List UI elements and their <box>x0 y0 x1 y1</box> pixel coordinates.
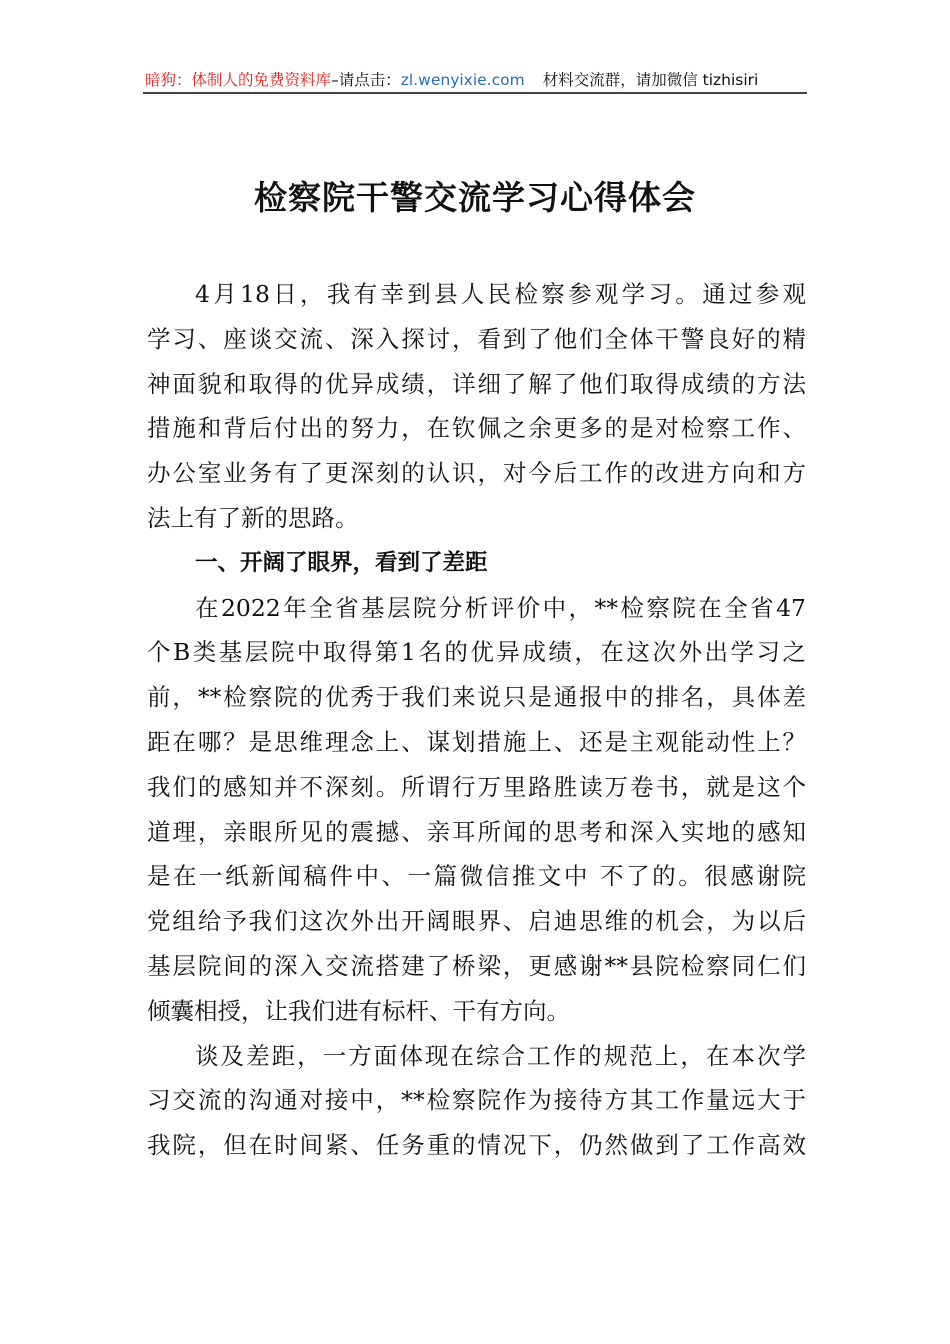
paragraph-line: 距在哪？是思维理念上、谋划措施上、还是主观能动性上？ <box>147 727 806 756</box>
paragraph-line: 我们的感知并不深刻。所谓行万里路胜读万卷书，就是这个 <box>147 772 806 801</box>
paragraph-line: 是在一纸新闻稿件中、一篇微信推文中 不了的。很感谢院 <box>147 862 806 891</box>
paragraph-line: 党组给予我们这次外出开阔眼界、启迪思维的机会，为以后 <box>147 907 806 936</box>
promo-click-text: –请点击： <box>331 71 401 89</box>
promo-header <box>145 68 805 90</box>
paragraph-line: 学习、座谈交流、深入探讨，看到了他们全体干警良好的精 <box>147 324 806 353</box>
promo-link[interactable]: zl.wenyixie.com <box>400 71 525 89</box>
section-heading: 一、开阔了眼界，看到了差距 <box>195 549 488 576</box>
promo-text: 暗狗：体制人的免费资料库 <box>145 71 332 89</box>
paragraph-line: 谈及差距，一方面体现在综合工作的规范上，在本次学 <box>195 1041 806 1070</box>
paragraph-line: 道理，亲眼所见的震撼、亲耳所闻的思考和深入实地的感知 <box>147 817 806 846</box>
paragraph-line: 4月18日，我有幸到县人民检察参观学习。通过参观 <box>195 280 806 308</box>
paragraph-line: 个B类基层院中取得第1名的优异成绩，在这次外出学习之 <box>147 638 806 667</box>
document-body <box>147 272 806 1168</box>
paragraph-line: 办公室业务有了更深刻的认识，对今后工作的改进方向和方 <box>147 459 806 488</box>
paragraph-line: 措施和背后付出的努力，在钦佩之余更多的是对检察工作、 <box>147 414 806 443</box>
paragraph-line: 神面貌和取得的优异成绩，详细了解了他们取得成绩的方法 <box>147 369 806 398</box>
paragraph-line: 前，**检察院的优秀于我们来说只是通报中的排名，具体差 <box>147 683 806 712</box>
paragraph-line: 基层院间的深入交流搭建了桥梁，更感谢**县院检察同仁们 <box>147 951 806 980</box>
paragraph-line: 我院，但在时间紧、任务重的情况下，仍然做到了工作高效 <box>147 1131 806 1160</box>
paragraph-line: 倾囊相授，让我们进有标杆、干有方向。 <box>147 996 570 1025</box>
document-title: 检察院干警交流学习心得体会 <box>254 178 696 217</box>
paragraph-line: 法上有了新的思路。 <box>147 503 359 532</box>
promo-wechat-text: 材料交流群，请加微信 tizhisiri <box>542 71 759 89</box>
paragraph-line: 在2022年全省基层院分析评价中，**检察院在全省47 <box>195 593 806 622</box>
header-divider <box>143 92 807 94</box>
paragraph-line: 习交流的沟通对接中，**检察院作为接待方其工作量远大于 <box>147 1086 806 1115</box>
